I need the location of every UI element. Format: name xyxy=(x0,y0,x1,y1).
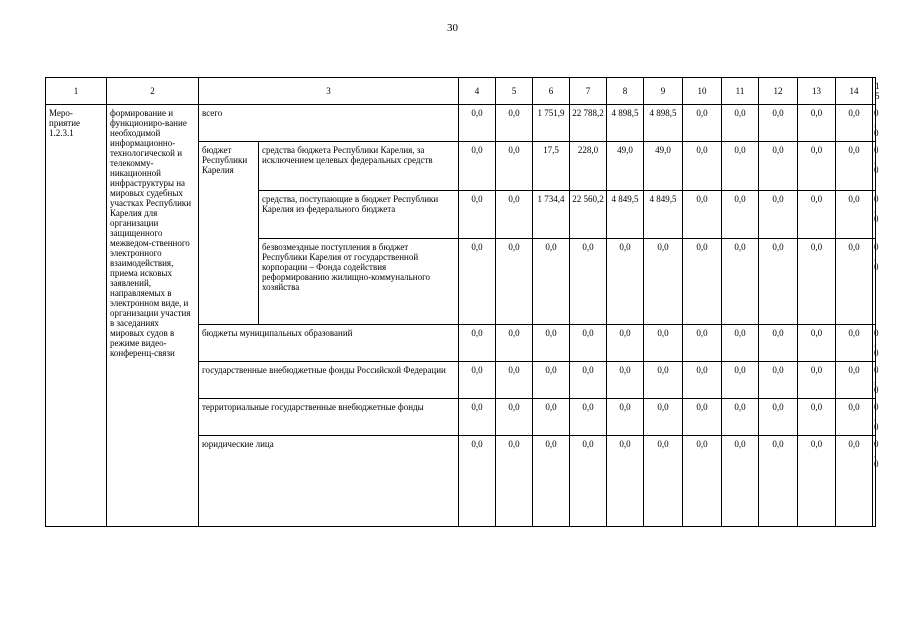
value-cell: 0,0 xyxy=(459,191,496,239)
value-cell: 0,0 xyxy=(873,191,876,239)
value-cell: 0,0 xyxy=(570,436,607,527)
value-cell: 0,0 xyxy=(570,325,607,362)
row-label: юридические лица xyxy=(199,436,459,527)
value-cell: 0,0 xyxy=(459,105,496,142)
value-cell: 0,0 xyxy=(722,191,759,239)
value-cell: 0,0 xyxy=(459,142,496,191)
value-cell: 0,0 xyxy=(836,142,873,191)
value-cell: 0,0 xyxy=(873,142,876,191)
value-cell: 49,0 xyxy=(607,142,644,191)
value-cell: 0,0 xyxy=(722,436,759,527)
value-cell: 0,0 xyxy=(722,399,759,436)
value-cell: 0,0 xyxy=(533,362,570,399)
value-cell: 22 788,2 xyxy=(570,105,607,142)
value-cell: 0,0 xyxy=(570,399,607,436)
value-cell: 0,0 xyxy=(459,436,496,527)
value-cell: 0,0 xyxy=(836,399,873,436)
value-cell: 0,0 xyxy=(496,142,533,191)
value-cell: 0,0 xyxy=(798,362,836,399)
value-cell: 0,0 xyxy=(496,362,533,399)
value-cell: 0,0 xyxy=(496,191,533,239)
value-cell: 228,0 xyxy=(570,142,607,191)
value-cell: 0,0 xyxy=(607,362,644,399)
value-cell: 0,0 xyxy=(836,191,873,239)
value-cell: 0,0 xyxy=(836,362,873,399)
header-cell: 11 xyxy=(722,78,759,105)
value-cell: 0,0 xyxy=(759,436,798,527)
value-cell: 0,0 xyxy=(459,362,496,399)
value-cell: 0,0 xyxy=(683,436,722,527)
value-cell: 0,0 xyxy=(836,436,873,527)
header-cell: 13 xyxy=(798,78,836,105)
value-cell: 0,0 xyxy=(798,399,836,436)
header-cell: 15 xyxy=(873,78,876,105)
table-row xyxy=(46,105,876,142)
value-cell: 0,0 xyxy=(644,399,683,436)
value-cell: 0,0 xyxy=(759,142,798,191)
value-cell: 0,0 xyxy=(496,399,533,436)
value-cell: 0,0 xyxy=(759,105,798,142)
value-cell: 0,0 xyxy=(798,325,836,362)
value-cell: 0,0 xyxy=(570,362,607,399)
row-label: средства, поступающие в бюджет Республики Карелия из федерального бюджета xyxy=(259,191,459,239)
value-cell: 0,0 xyxy=(759,239,798,325)
value-cell: 22 560,2 xyxy=(570,191,607,239)
budget-table xyxy=(45,77,880,527)
header-cell: 6 xyxy=(533,78,570,105)
value-cell: 4 898,5 xyxy=(607,105,644,142)
value-cell: 0,0 xyxy=(722,142,759,191)
value-cell: 4 898,5 xyxy=(644,105,683,142)
value-cell: 0,0 xyxy=(644,436,683,527)
value-cell: 0,0 xyxy=(459,325,496,362)
header-cell: 8 xyxy=(607,78,644,105)
measure-description: формирование и функциониро-вание необходимой информационно-технологической и телекомму-никационной инфраструктуры на мировых судебных участках Республики Карелия для организации защищенного межведом-ственного электронного взаимодействия, приема исковых заявлений, направляемых в электронном виде, и организации участия в заседаниях мировых судов в режиме видео-конференц-связи xyxy=(107,105,199,527)
value-cell: 1 751,9 xyxy=(533,105,570,142)
header-cell: 9 xyxy=(644,78,683,105)
value-cell: 0,0 xyxy=(683,362,722,399)
header-cell: 7 xyxy=(570,78,607,105)
value-cell: 1 734,4 xyxy=(533,191,570,239)
value-cell: 49,0 xyxy=(644,142,683,191)
header-cell: 3 xyxy=(199,78,459,105)
value-cell: 0,0 xyxy=(722,239,759,325)
value-cell: 0,0 xyxy=(683,191,722,239)
value-cell: 0,0 xyxy=(722,325,759,362)
value-cell: 0,0 xyxy=(759,399,798,436)
measure-code: Меро-приятие 1.2.3.1 xyxy=(46,105,107,527)
header-row xyxy=(46,78,876,105)
row-label: всего xyxy=(199,105,459,142)
value-cell: 0,0 xyxy=(644,325,683,362)
budget-group-label: бюджет Республики Карелия xyxy=(199,142,259,325)
value-cell: 0,0 xyxy=(873,239,876,325)
header-cell: 2 xyxy=(107,78,199,105)
value-cell: 0,0 xyxy=(496,239,533,325)
value-cell: 17,5 xyxy=(533,142,570,191)
value-cell: 0,0 xyxy=(683,239,722,325)
value-cell: 0,0 xyxy=(459,239,496,325)
value-cell: 0,0 xyxy=(496,325,533,362)
value-cell: 0,0 xyxy=(798,142,836,191)
value-cell: 0,0 xyxy=(607,399,644,436)
row-label: средства бюджета Республики Карелия, за исключением целевых федеральных средств xyxy=(259,142,459,191)
value-cell: 0,0 xyxy=(798,105,836,142)
value-cell: 0,0 xyxy=(759,191,798,239)
value-cell: 0,0 xyxy=(683,325,722,362)
value-cell: 0,0 xyxy=(683,142,722,191)
value-cell: 0,0 xyxy=(533,325,570,362)
value-cell: 0,0 xyxy=(533,399,570,436)
value-cell: 0,0 xyxy=(798,436,836,527)
value-cell: 0,0 xyxy=(459,399,496,436)
value-cell: 0,0 xyxy=(607,436,644,527)
value-cell: 0,0 xyxy=(873,399,876,436)
value-cell: 0,0 xyxy=(644,362,683,399)
row-label: бюджеты муниципальных образований xyxy=(199,325,459,362)
page-number: 30 xyxy=(447,22,458,34)
value-cell: 0,0 xyxy=(722,105,759,142)
value-cell: 0,0 xyxy=(683,105,722,142)
value-cell: 0,0 xyxy=(836,325,873,362)
header-cell: 14 xyxy=(836,78,873,105)
value-cell: 0,0 xyxy=(570,239,607,325)
row-label: безвозмездные поступления в бюджет Республики Карелия от государственной корпорации – Фонда содействия реформированию жилищно-коммунального хозяйства xyxy=(259,239,459,325)
value-cell: 0,0 xyxy=(836,105,873,142)
value-cell: 0,0 xyxy=(683,399,722,436)
header-cell: 1 xyxy=(46,78,107,105)
value-cell: 0,0 xyxy=(873,436,876,527)
value-cell: 0,0 xyxy=(496,105,533,142)
value-cell: 0,0 xyxy=(798,191,836,239)
value-cell: 0,0 xyxy=(873,325,876,362)
value-cell: 4 849,5 xyxy=(607,191,644,239)
header-cell: 5 xyxy=(496,78,533,105)
value-cell: 0,0 xyxy=(644,239,683,325)
value-cell: 0,0 xyxy=(759,325,798,362)
value-cell: 4 849,5 xyxy=(644,191,683,239)
value-cell: 0,0 xyxy=(722,362,759,399)
value-cell: 0,0 xyxy=(496,436,533,527)
value-cell: 0,0 xyxy=(873,105,876,142)
value-cell: 0,0 xyxy=(873,362,876,399)
row-label: территориальные государственные внебюджетные фонды xyxy=(199,399,459,436)
value-cell: 0,0 xyxy=(533,436,570,527)
header-cell: 4 xyxy=(459,78,496,105)
row-label: государственные внебюджетные фонды Российской Федерации xyxy=(199,362,459,399)
header-cell: 12 xyxy=(759,78,798,105)
value-cell: 0,0 xyxy=(759,362,798,399)
value-cell: 0,0 xyxy=(607,239,644,325)
value-cell: 0,0 xyxy=(607,325,644,362)
value-cell: 0,0 xyxy=(836,239,873,325)
value-cell: 0,0 xyxy=(798,239,836,325)
value-cell: 0,0 xyxy=(533,239,570,325)
header-cell: 10 xyxy=(683,78,722,105)
